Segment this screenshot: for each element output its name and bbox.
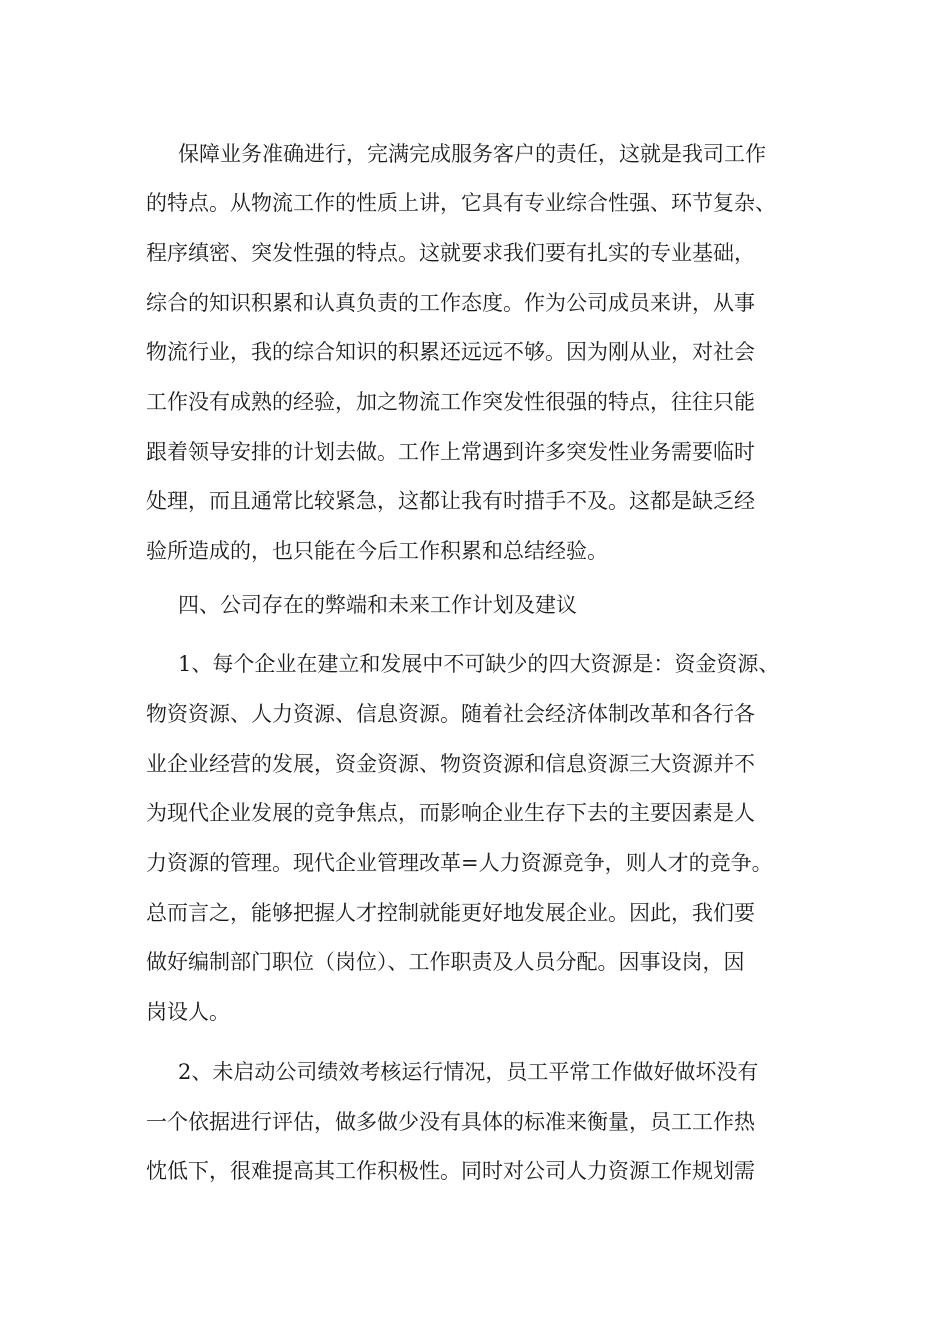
paragraph-line: 程序缜密、突发性强的特点。这就要求我们要有扎实的专业基础， — [146, 241, 755, 265]
paragraph-line: 1、每个企业在建立和发展中不可缺少的四大资源是：资金资源、 — [178, 652, 780, 676]
paragraph-line: 业企业经营的发展，资金资源、物资资源和信息资源三大资源并不 — [146, 752, 755, 776]
paragraph-line: 处理，而且通常比较紧急，这都让我有时措手不及。这都是缺乏经 — [146, 489, 755, 513]
paragraph-line: 保障业务准确进行，完满完成服务客户的责任，这就是我司工作 — [178, 142, 766, 166]
paragraph-line: 物资资源、人力资源、信息资源。随着社会经济体制改革和各行各 — [146, 702, 755, 726]
section-heading: 四、公司存在的弊端和未来工作计划及建议 — [178, 593, 577, 617]
paragraph-line: 总而言之，能够把握人才控制就能更好地发展企业。因此，我们要 — [146, 901, 755, 925]
paragraph-line: 综合的知识积累和认真负责的工作态度。作为公司成员来讲，从事 — [146, 291, 755, 315]
paragraph-line: 的特点。从物流工作的性质上讲，它具有专业综合性强、环节复杂、 — [146, 191, 776, 215]
paragraph-line: 跟着领导安排的计划去做。工作上常遇到许多突发性业务需要临时 — [146, 440, 755, 464]
paragraph-line: 岗设人。 — [146, 1000, 230, 1024]
paragraph-line: 物流行业，我的综合知识的积累还远远不够。因为刚从业，对社会 — [146, 340, 755, 364]
paragraph-line: 2、未启动公司绩效考核运行情况，员工平常工作做好做坏没有 — [178, 1060, 759, 1084]
paragraph-line: 工作没有成熟的经验，加之物流工作突发性很强的特点，往往只能 — [146, 390, 755, 414]
paragraph-line: 做好编制部门职位（岗位）、工作职责及人员分配。因事设岗，因 — [146, 950, 745, 974]
paragraph-line: 为现代企业发展的竞争焦点，而影响企业生存下去的主要因素是人 — [146, 801, 755, 825]
paragraph-line: 验所造成的，也只能在今后工作积累和总结经验。 — [146, 539, 608, 563]
paragraph-line: 忱低下，很难提高其工作积极性。同时对公司人力资源工作规划需 — [146, 1159, 755, 1183]
paragraph-line: 一个依据进行评估，做多做少没有具体的标准来衡量，员工工作热 — [146, 1110, 755, 1134]
paragraph-line: 力资源的管理。现代企业管理改革=人力资源竞争，则人才的竞争。 — [146, 851, 773, 875]
